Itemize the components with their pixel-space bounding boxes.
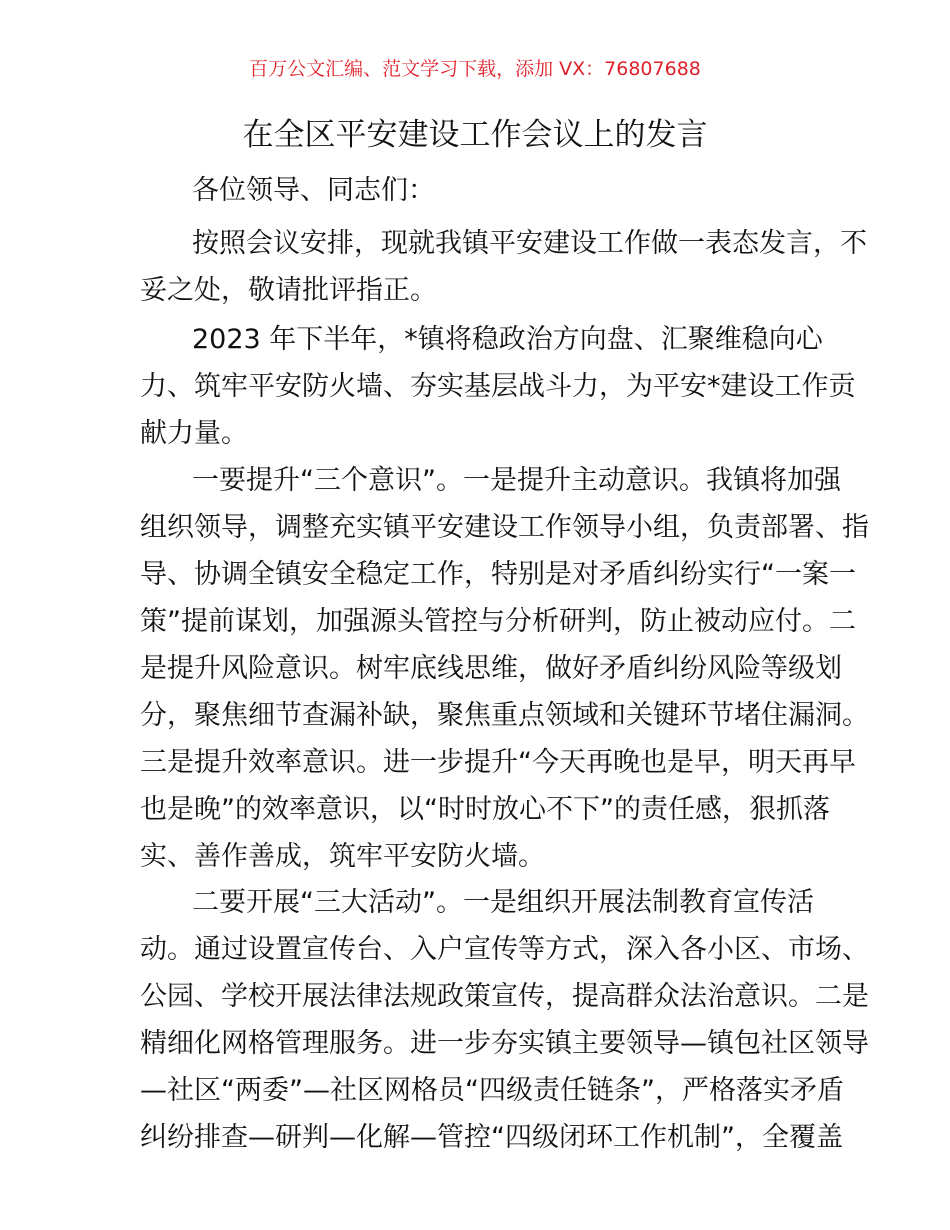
paragraph-line: 妥之处，敬请批评指正。 <box>140 275 437 306</box>
paragraph-line: 是提升风险意识。树牢底线思维，做好矛盾纠纷风险等级划 <box>140 653 842 684</box>
document-title: 在全区平安建设工作会议上的发言 <box>242 117 708 153</box>
paragraph-line: 一要提升“三个意识”。一是提升主动意识。我镇将加强 <box>192 465 841 496</box>
paragraph-line: 按照会议安排，现就我镇平安建设工作做一表态发言，不 <box>192 228 867 259</box>
paragraph-line: 精细化网格管理服务。进一步夯实镇主要领导—镇包社区领导 <box>140 1028 869 1059</box>
paragraph-line: 实、善作善成，筑牢平安防火墙。 <box>140 841 545 872</box>
watermark-header: 百万公文汇编、范文学习下载，添加 VX：76807688 <box>249 58 701 80</box>
paragraph-line: 分，聚焦细节查漏补缺，聚焦重点领域和关键环节堵住漏洞。 <box>140 700 869 731</box>
paragraph-line: —社区“两委”—社区网格员“四级责任链条”，严格落实矛盾 <box>140 1075 844 1106</box>
paragraph-line: 组织领导，调整充实镇平安建设工作领导小组，负责部署、指 <box>140 512 869 543</box>
paragraph-line: 二要开展“三大活动”。一是组织开展法制教育宣传活 <box>192 887 814 918</box>
paragraph-line: 公园、学校开展法律法规政策宣传，提高群众法治意识。二是 <box>140 981 869 1012</box>
paragraph-line: 2023 年下半年，*镇将稳政治方向盘、汇聚维稳向心 <box>192 324 823 355</box>
paragraph-line: 导、协调全镇安全稳定工作，特别是对矛盾纠纷实行“一案一 <box>140 559 856 590</box>
paragraph-line: 纠纷排查—研判—化解—管控“四级闭环工作机制”，全覆盖 <box>140 1122 843 1153</box>
paragraph-line: 策”提前谋划，加强源头管控与分析研判，防止被动应付。二 <box>140 606 856 637</box>
paragraph-line: 三是提升效率意识。进一步提升“今天再晚也是早，明天再早 <box>140 747 856 778</box>
paragraph-line: 也是晚”的效率意识，以“时时放心不下”的责任感，狠抓落 <box>140 794 830 825</box>
paragraph-line: 力、筑牢平安防火墙、夯实基层战斗力，为平安*建设工作贡 <box>140 371 856 402</box>
paragraph-line: 献力量。 <box>140 418 248 449</box>
paragraph-line: 各位领导、同志们： <box>192 175 435 206</box>
paragraph-line: 动。通过设置宣传台、入户宣传等方式，深入各小区、市场、 <box>140 934 869 965</box>
